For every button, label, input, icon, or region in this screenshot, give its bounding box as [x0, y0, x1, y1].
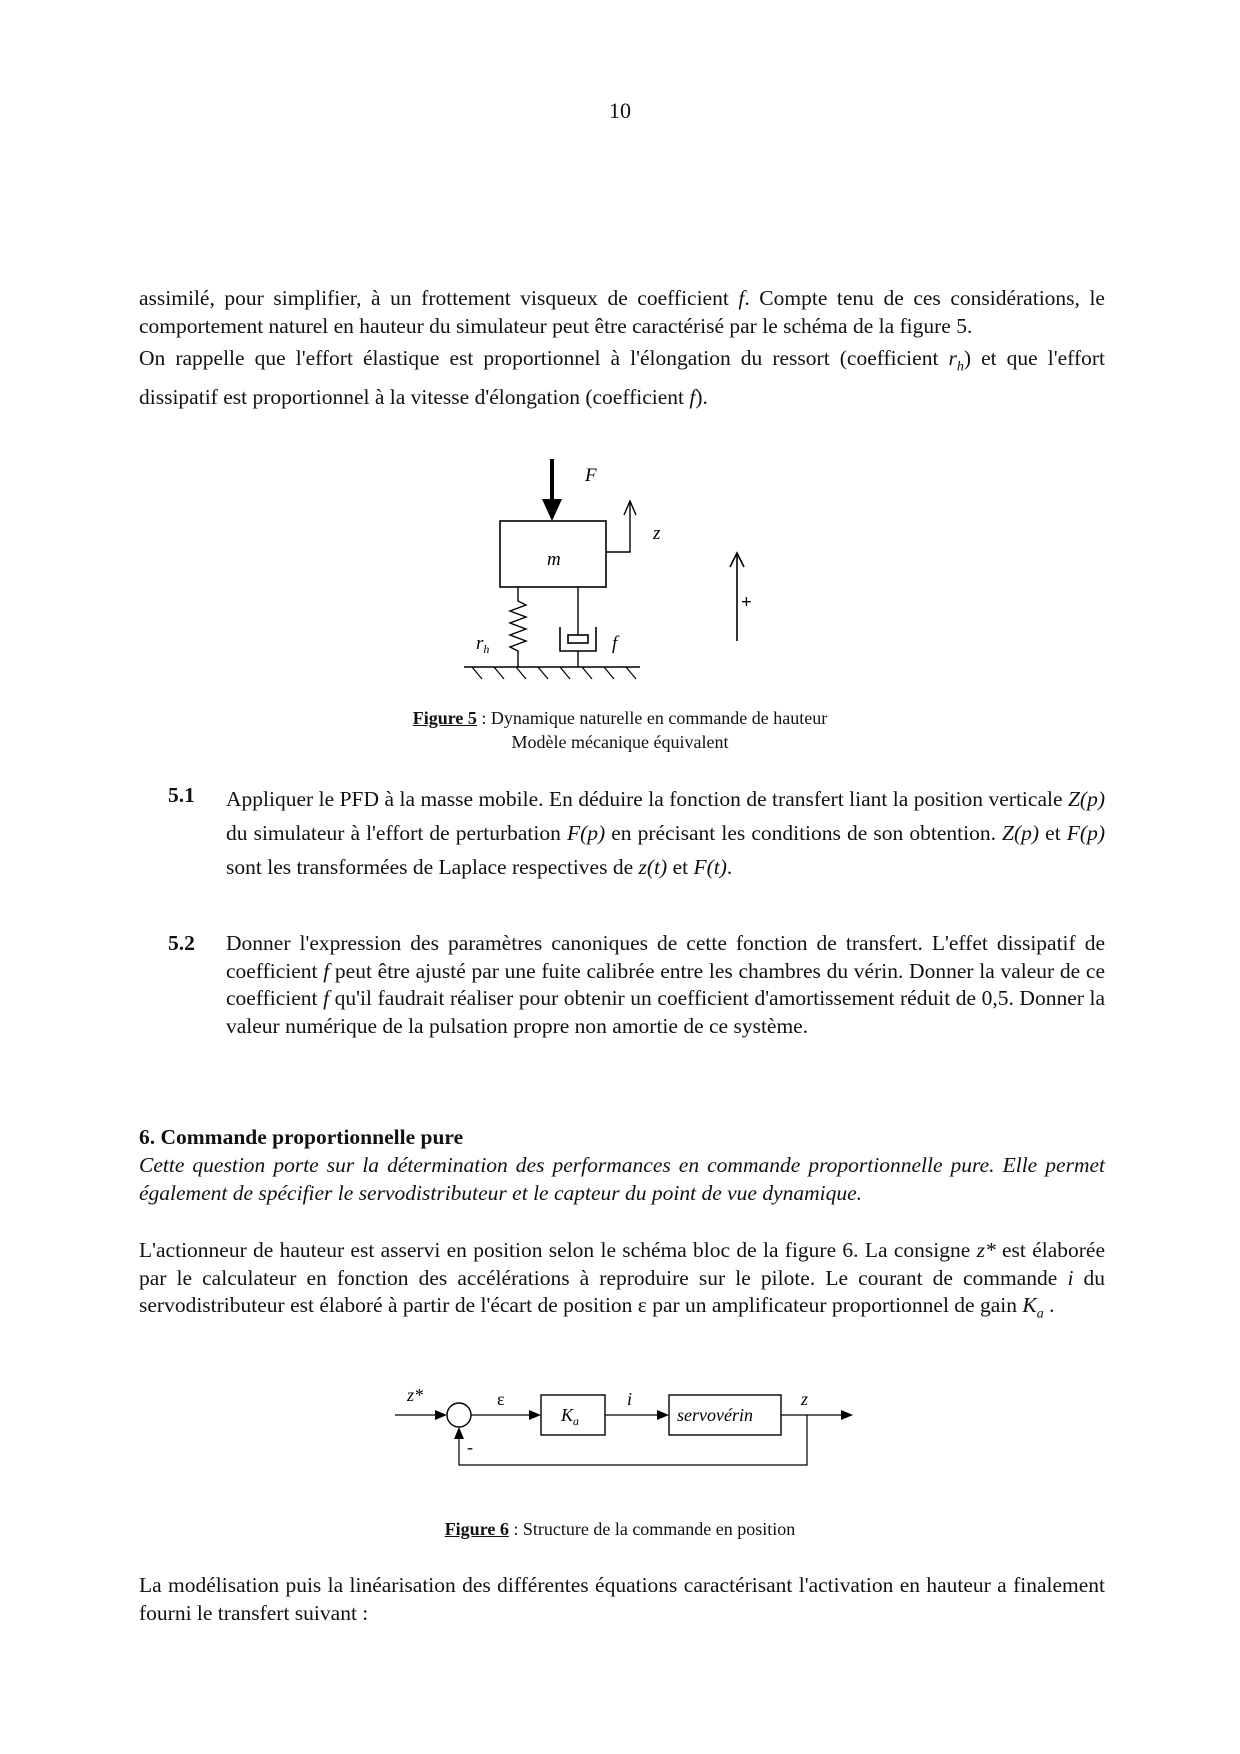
z-label: z [653, 523, 661, 544]
spring-label: $r_h$ [476, 633, 490, 656]
mass-label: m [547, 549, 561, 570]
feedback-arrowhead [454, 1427, 464, 1439]
section-6-title: 6. Commande proportionnelle pure [139, 1125, 464, 1149]
error-arrowhead [529, 1410, 541, 1420]
section-6-paragraph: L'actionneur de hauteur est asservi en position selon le schéma bloc de la figure 6. La consigne z* est élaborée par le calculateur en fonction des accélérations à reproduire sur le pilote. Le courant de commande i du servodistributeur est élaboré à partir de l'écart de position ε par un amplificateur proportionnel de gain $K_a$ . [139, 1238, 1106, 1322]
damper-piston [568, 635, 588, 643]
output-arrowhead [841, 1410, 853, 1420]
spring [510, 587, 526, 667]
epsilon-label: ε [497, 1389, 505, 1409]
input-label: z* [407, 1385, 424, 1405]
intro-line-2: On rappelle que l'effort élastique est proportionnel à l'élongation du ressort (coefficient $r_h$) et que l'effort dissipatif est proportionnel à la vitesse d'élongation (coefficient f). [139, 346, 1105, 410]
figure-5-diagram [440, 455, 780, 710]
input-arrowhead [435, 1410, 447, 1420]
damper-label: f [612, 633, 618, 654]
current-label: i [627, 1389, 633, 1409]
plus-label: + [741, 592, 752, 613]
page-number: 10 [609, 98, 631, 123]
summing-junction [447, 1403, 471, 1427]
servoverin-label: servovérin [677, 1405, 753, 1425]
minus-label: - [467, 1437, 473, 1457]
feedback-path [459, 1415, 807, 1465]
output-label: z [801, 1389, 809, 1409]
question-5-2: 5.2 Donner l'expression des paramètres canoniques de cette fonction de transfert. L'effet dissipatif de coefficient f peut être ajusté par une fuite calibrée entre les chambres du vérin. Donner la valeur de ce coefficient f qu'il faudrait réaliser pour obtenir un coefficient d'amortissement réduit de 0,5. Donner la valeur numérique de la pulsation propre non amortie de ce système. [168, 931, 1106, 1038]
intro-paragraph [139, 285, 1105, 412]
figure-6-caption: Figure 6 : Structure de la commande en position [444, 1519, 796, 1539]
question-5-1: 5.1 Appliquer le PFD à la masse mobile. En déduire la fonction de transfert liant la position verticale Z(p) du simulateur à l'effort de perturbation F(p) en précisant les conditions de son obtention. Z(p) et F(p) sont les transformées de Laplace respectives de z(t) et F(t). [168, 783, 1105, 879]
figure-5-caption: Figure 5 : Dynamique naturelle en commande de hauteur Modèle mécanique équivalent [412, 708, 828, 752]
force-arrowhead [542, 499, 562, 521]
section-6-intro: Cette question porte sur la détermination des performances en commande proportionnelle pure. Elle permet également de spécifier le servodistributeur et le capteur du point de vue dynamique. [139, 1153, 1105, 1205]
gain-label: $K_a$ [561, 1405, 580, 1428]
closing-paragraph: La modélisation puis la linéarisation des différentes équations caractérisant l'activation en hauteur a finalement fourni le transfert suivant : [139, 1573, 1105, 1625]
ground-hatching [472, 667, 636, 679]
force-label: F [585, 465, 597, 486]
current-arrowhead [657, 1410, 669, 1420]
figure-6-block-diagram [395, 1375, 875, 1475]
intro-line-1: assimilé, pour simplifier, à un frottement visqueux de coefficient f. Compte tenu de ces considérations, le comportement naturel en hauteur du simulateur peut être caractérisé par le schéma de la figure 5. [139, 286, 1105, 338]
